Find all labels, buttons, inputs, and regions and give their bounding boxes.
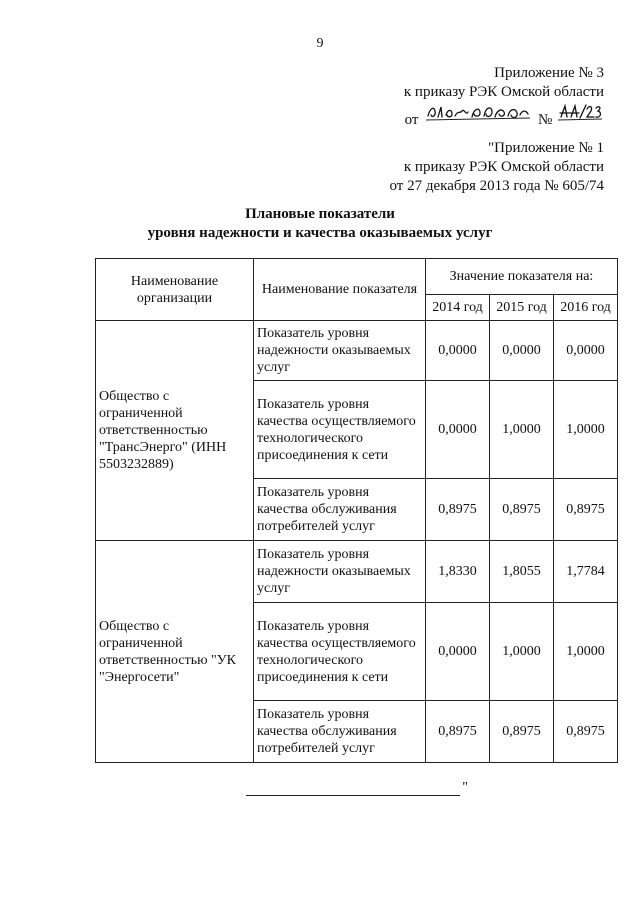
indicator-name: Показатель уровня надежности оказываемых услуг <box>254 321 426 381</box>
closing-line <box>246 780 468 800</box>
table-row <box>96 321 618 381</box>
appendix-order-line: к приказу РЭК Омской области <box>403 84 604 100</box>
header-year-2015: 2015 год <box>490 295 554 321</box>
number-sign: № <box>537 112 553 128</box>
value-cell: 1,0000 <box>490 603 554 701</box>
appendix-title: Приложение № 3 <box>494 65 604 81</box>
title-line-1: Плановые показатели <box>245 206 395 222</box>
header-row-1 <box>96 259 618 295</box>
value-cell: 0,8975 <box>554 701 618 763</box>
original-date-line: от 27 декабря 2013 года № 605/74 <box>389 178 604 194</box>
value-cell: 0,8975 <box>490 479 554 541</box>
page-number: 9 <box>316 36 324 51</box>
indicator-name: Показатель уровня качества обслуживания потребителей услуг <box>254 479 426 541</box>
indicator-name: Показатель уровня надежности оказываемых услуг <box>254 541 426 603</box>
document-title <box>0 205 640 243</box>
value-cell: 0,0000 <box>426 381 490 479</box>
value-cell: 1,0000 <box>554 381 618 479</box>
indicator-name: Показатель уровня качества осуществляемого технологического присоединения к сети <box>254 381 426 479</box>
header-organization: Наименование организации <box>96 259 254 321</box>
organization-name: Общество с ограниченной ответственностью "УК "Энергосети" <box>96 541 254 763</box>
handwritten-date <box>422 102 534 124</box>
indicators-table <box>95 258 618 763</box>
organization-name: Общество с ограниченной ответственностью "ТрансЭнерго" (ИНН 5503232889) <box>96 321 254 541</box>
value-cell: 1,8055 <box>490 541 554 603</box>
value-cell: 1,0000 <box>490 381 554 479</box>
indicator-name: Показатель уровня качества осуществляемого технологического присоединения к сети <box>254 603 426 701</box>
value-cell: 0,8975 <box>426 479 490 541</box>
table-row <box>96 541 618 603</box>
header-year-2014: 2014 год <box>426 295 490 321</box>
value-cell: 1,7784 <box>554 541 618 603</box>
header-year-2016: 2016 год <box>554 295 618 321</box>
value-cell: 1,8330 <box>426 541 490 603</box>
original-appendix-title: "Приложение № 1 <box>488 140 604 156</box>
header-value-group: Значение показателя на: <box>426 259 618 295</box>
value-cell: 0,8975 <box>554 479 618 541</box>
title-line-2: уровня надежности и качества оказываемых услуг <box>147 225 493 241</box>
value-cell: 0,0000 <box>426 321 490 381</box>
appendix-date-line <box>404 102 604 130</box>
closing-quote: " <box>462 780 468 795</box>
handwritten-date-ink <box>422 102 534 124</box>
value-cell: 0,8975 <box>426 701 490 763</box>
handwritten-number-ink <box>556 102 604 124</box>
closing-rule <box>246 795 460 796</box>
value-cell: 1,0000 <box>554 603 618 701</box>
handwritten-number <box>556 102 604 124</box>
appendix-current <box>404 64 604 130</box>
date-prefix: от <box>404 112 419 128</box>
value-cell: 0,0000 <box>490 321 554 381</box>
value-cell: 0,0000 <box>426 603 490 701</box>
appendix-original <box>389 139 604 196</box>
original-order-line: к приказу РЭК Омской области <box>403 159 604 175</box>
header-indicator: Наименование показателя <box>254 259 426 321</box>
value-cell: 0,8975 <box>490 701 554 763</box>
indicator-name: Показатель уровня качества обслуживания потребителей услуг <box>254 701 426 763</box>
value-cell: 0,0000 <box>554 321 618 381</box>
